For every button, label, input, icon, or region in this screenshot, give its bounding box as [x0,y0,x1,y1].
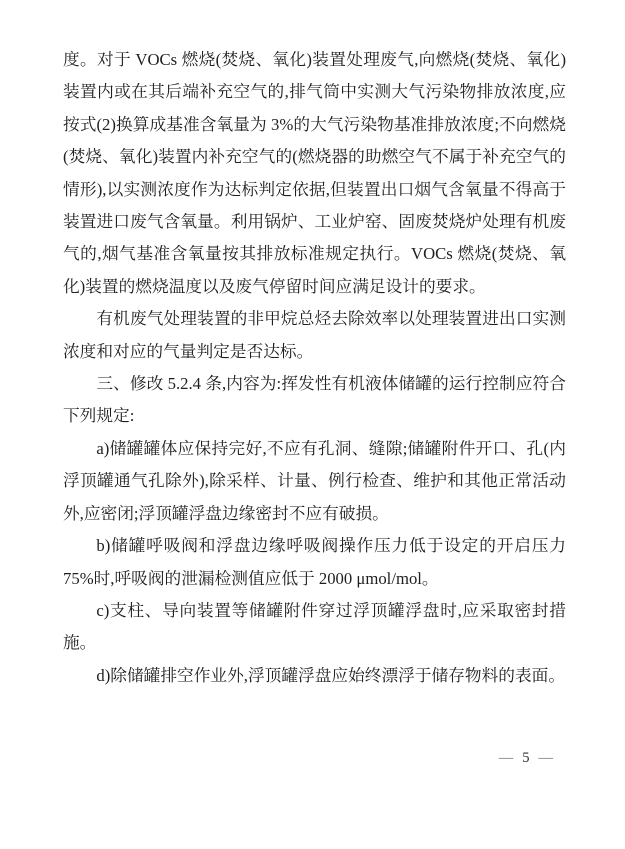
page-number-dash-right: — [538,750,553,766]
paragraph-clause-524-modification: 三、修改 5.2.4 条,内容为:挥发性有机液体储罐的运行控制应符合下列规定: [63,374,566,426]
page-number [499,748,553,768]
paragraph-item-b-breather-valve: b)储罐呼吸阀和浮盘边缘呼吸阀操作压力低于设定的开启压力 75%时,呼吸阀的泄漏检测值应低于 2000 μmol/mol。 [63,536,566,588]
paragraph-item-a-tank-body: a)储罐罐体应保持完好,不应有孔洞、缝隙;储罐附件开口、孔(内浮顶罐通气孔除外),除采样、计量、例行检查、维护和其他正常活动外,应密闭;浮顶罐浮盘边缘密封不应有破损。 [63,438,566,523]
paragraph-nmhc-removal-efficiency: 有机废气处理装置的非甲烷总烃去除效率以处理装置进出口实测浓度和对应的气量判定是否达标。 [63,309,566,361]
paragraph-item-d-floating-deck: d)除储罐排空作业外,浮顶罐浮盘应始终漂浮于储存物料的表面。 [96,665,566,685]
paragraph-continuation-vocs-combustion: 度。对于 VOCs 燃烧(焚烧、氧化)装置处理废气,向燃烧(焚烧、氧化)装置内或在其后端补充空气的,排气筒中实测大气污染物排放浓度,应按式(2)换算成基准含氧量为 3%的大气污染物基准排放浓度;不向燃烧(焚烧、氧化)装置内补充空气的(燃烧器的助燃空气不属于补充空气的情形),以实测浓度作为达标判定依据,但装置出口烟气含氧量不得高于装置进口废气含氧量。利用锅炉、工业炉窑、固废焚烧炉处理有机废气的,烟气基准含氧量按其排放标准规定执行。VOCs 燃烧(焚烧、氧化)装置的燃烧温度以及废气停留时间应满足设计的要求。 [63,50,566,296]
page-number-dash-left: — [498,750,514,766]
page-number-value: 5 [522,750,530,766]
paragraph-item-c-support-seal: c)支柱、导向装置等储罐附件穿过浮顶罐浮盘时,应采取密封措施。 [63,600,566,653]
document-body [63,44,566,692]
